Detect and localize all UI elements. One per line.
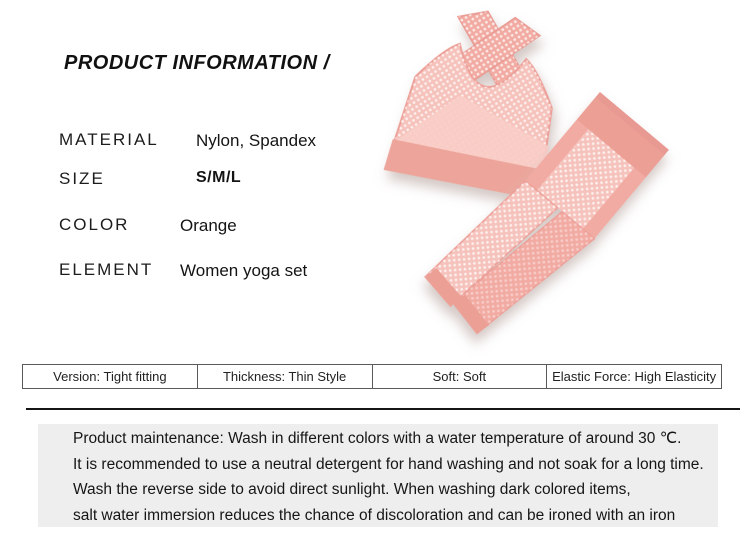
spec-row-size	[0, 169, 360, 193]
attributes-table	[22, 364, 722, 389]
spec-label: ELEMENT	[59, 260, 154, 279]
care-line: Wash the reverse side to avoid direct sunlight. When washing dark colored items,	[73, 481, 631, 499]
product-photo-yoga-set	[360, 0, 750, 360]
attr-cell-version: Version: Tight fitting	[22, 364, 198, 389]
divider-line	[26, 408, 740, 410]
attr-cell-thickness: Thickness: Thin Style	[197, 364, 373, 389]
spec-row-material	[0, 130, 360, 154]
spec-row-element	[0, 260, 360, 284]
care-line: It is recommended to use a neutral detergent for hand washing and not soak for a long time.	[73, 455, 704, 473]
spec-label: SIZE	[59, 169, 105, 188]
spec-label: MATERIAL	[59, 130, 159, 149]
spec-value: Women yoga set	[180, 261, 308, 280]
page-title: PRODUCT INFORMATION /	[64, 52, 330, 74]
care-line: Product maintenance: Wash in different colors with a water temperature of around 30 ℃.	[73, 430, 682, 447]
spec-row-color	[0, 215, 360, 239]
care-line: salt water immersion reduces the chance of discoloration and can be ironed with an iron	[73, 506, 676, 524]
spec-value: Orange	[180, 216, 237, 235]
spec-label: COLOR	[59, 215, 130, 234]
spec-value: Nylon, Spandex	[196, 131, 317, 150]
attr-cell-elastic: Elastic Force: High Elasticity	[546, 364, 722, 389]
care-instructions	[38, 424, 718, 527]
spec-value: S/M/L	[196, 169, 242, 186]
attr-cell-soft: Soft: Soft	[372, 364, 548, 389]
